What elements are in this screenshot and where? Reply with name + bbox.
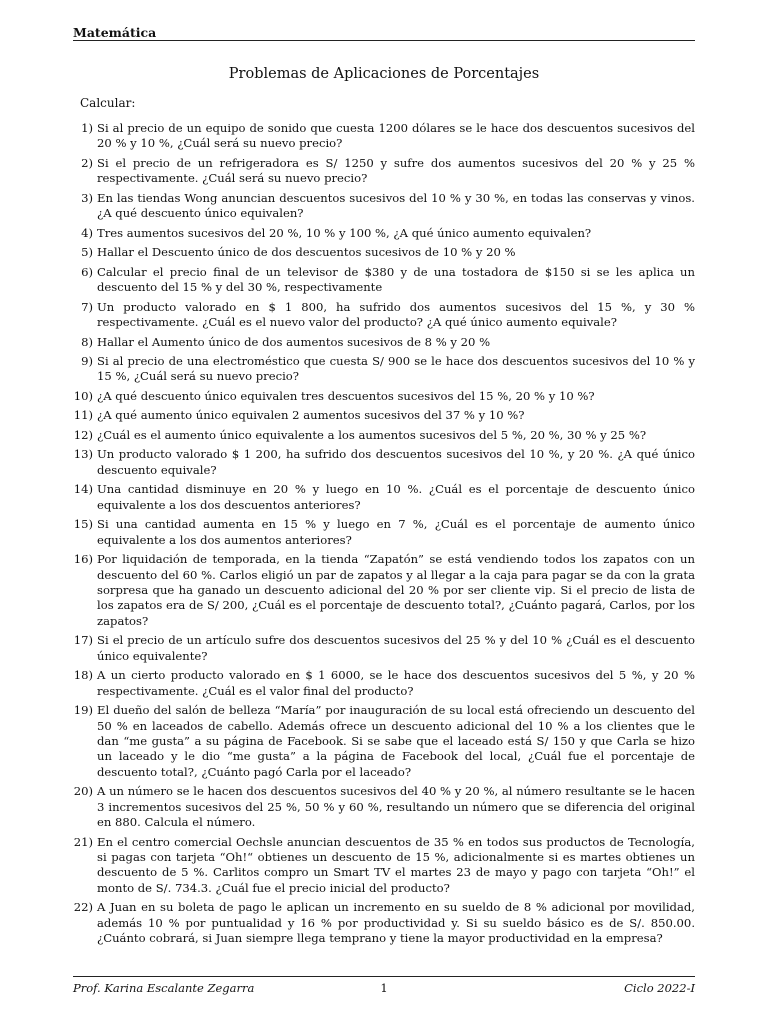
problem-number: 9)	[81, 354, 93, 369]
problem-number: 20)	[73, 784, 93, 799]
problem-item	[73, 900, 695, 946]
problem-item	[73, 300, 695, 331]
page-footer	[73, 976, 695, 997]
problem-text: Un producto valorado en $ 1 800, ha sufrido dos aumentos sucesivos del 15 %, y 30 % respectivamente. ¿Cuál es el nuevo valor del producto? ¿A qué único aumento equivale?	[97, 299, 695, 330]
author-name: Prof. Karina Escalante Zegarra	[73, 981, 255, 995]
page-header	[73, 22, 695, 41]
problem-number: 8)	[81, 334, 93, 349]
problem-item	[73, 408, 695, 423]
problem-text: Si una cantidad aumenta en 15 % y luego en 7 %, ¿Cuál es el porcentaje de aumento único equivalente a los dos aumentos anteriores?	[97, 517, 695, 547]
problem-text: En el centro comercial Oechsle anuncian descuentos de 35 % en todos sus productos de Tecnología, si pagas con tarjeta “Oh!“ obtienes un descuento de 15 %, adicionalmente si es martes obtienes un descuento de 5 %. Carlitos compro un Smart TV el martes 23 de mayo y pago con tarjeta “Oh!” el monto de S/. 734.3. ¿Cuál fue el precio inicial del producto?	[97, 834, 695, 895]
problem-number: 1)	[81, 121, 93, 135]
problem-item	[73, 517, 695, 548]
intro-text: Calcular:	[80, 96, 136, 110]
problem-item	[73, 191, 695, 222]
problem-item	[73, 552, 695, 629]
problem-text: Una cantidad disminuye en 20 % y luego en 10 %. ¿Cuál es el porcentaje de descuento único equivalente a los dos descuentos anteriores?	[97, 482, 695, 512]
page-number: 1	[380, 981, 388, 995]
problem-number: 7)	[81, 299, 93, 314]
problem-number: 13)	[73, 447, 93, 462]
problem-text: El dueño del salón de belleza “María” por inauguración de su local está ofreciendo un descuento del 50 % en laceados de cabello. Además ofrece un descuento adicional del 10 % a los clientes que le dan “me gusta” a su página de Facebook. Si se sabe que el laceado está S/ 150 y que Carla se hizo un laceado y le dio “me gusta” a la página de Facebook del local, ¿Cuál fue el porcentaje de descuento total?, ¿Cuánto pagó Carla por el laceado?	[97, 703, 695, 779]
problem-number: 11)	[73, 408, 93, 423]
problem-number: 2)	[81, 155, 93, 170]
problem-item	[73, 428, 695, 443]
problem-text: En las tiendas Wong anuncian descuentos sucesivos del 10 % y 30 %, en todas las conservas y vinos. ¿A qué descuento único equivalen?	[97, 190, 695, 221]
problem-number: 12)	[73, 427, 93, 442]
problem-item	[73, 265, 695, 296]
problem-number: 22)	[73, 900, 93, 915]
problem-text: Si el precio de un artículo sufre dos descuentos sucesivos del 25 % y del 10 % ¿Cuál es el descuento único equivalente?	[97, 633, 695, 663]
problem-text: A un número se le hacen dos descuentos sucesivos del 40 % y 20 %, al número resultante se le hacen 3 incrementos sucesivos del 25 %, 50 % y 60 %, resultando un número que se diferencia del original en 880. Calcula el número.	[97, 784, 695, 830]
problem-item	[73, 121, 695, 152]
problem-item	[73, 668, 695, 699]
problem-item	[73, 447, 695, 478]
problem-text: A un cierto producto valorado en $ 1 6000, se le hace dos descuentos sucesivos del 5 %, y 20 % respectivamente. ¿Cuál es el valor final del producto?	[97, 668, 695, 698]
problem-text: A Juan en su boleta de pago le aplican un incremento en su sueldo de 8 % adicional por movilidad, además 10 % por puntualidad y 16 % por productividad y. Si su sueldo básico es de S/. 850.00. ¿Cuánto cobrará, si Juan siempre llega temprano y tiene la mayor productividad en la empresa?	[97, 900, 695, 946]
problem-text: Si al precio de un equipo de sonido que cuesta 1200 dólares se le hace dos descuentos sucesivos del 20 % y 10 %, ¿Cuál será su nuevo precio?	[97, 121, 695, 151]
problem-item	[73, 354, 695, 385]
problem-item	[73, 482, 695, 513]
problem-number: 18)	[73, 668, 93, 683]
problem-text: Tres aumentos sucesivos del 20 %, 10 % y 100 %, ¿A qué único aumento equivalen?	[97, 225, 592, 240]
problem-text: Si al precio de una electroméstico que cuesta S/ 900 se le hace dos descuentos sucesivos del 10 % y 15 %, ¿Cuál será su nuevo precio?	[97, 354, 695, 384]
problem-text: Un producto valorado $ 1 200, ha sufrido dos descuentos sucesivos del 10 %, y 20 %. ¿A qué único descuento equivale?	[97, 447, 695, 477]
problem-text: ¿Cuál es el aumento único equivalente a los aumentos sucesivos del 5 %, 20 %, 30 % y 25 %?	[97, 427, 647, 442]
problem-text: Por liquidación de temporada, en la tienda “Zapatón” se está vendiendo todos los zapatos con un descuento del 60 %. Carlos eligió un par de zapatos y al llegar a la caja para pagar se da con la grata sorpresa que ha ganado un descuento adicional del 20 % por ser cliente vip. Si el precio de lista de los zapatos era de S/ 200, ¿Cuál es el porcentaje de descuento total?, ¿Cuánto pagará, Carlos, por los zapatos?	[97, 552, 695, 628]
problem-text: Calcular el precio final de un televisor de $380 y de una tostadora de $150 si se les aplica un descuento del 15 % y del 30 %, respectivamente	[97, 264, 695, 295]
problem-text: Hallar el Aumento único de dos aumentos sucesivos de 8 % y 20 %	[97, 334, 491, 349]
problem-item	[73, 784, 695, 830]
problem-number: 5)	[81, 245, 93, 260]
problem-item	[73, 156, 695, 187]
problem-number: 10)	[73, 388, 93, 403]
problem-list	[73, 121, 695, 951]
problem-number: 17)	[73, 633, 93, 648]
problem-item	[73, 703, 695, 780]
problem-number: 21)	[73, 834, 93, 849]
problem-text: ¿A qué aumento único equivalen 2 aumentos sucesivos del 37 % y 10 %?	[97, 408, 525, 423]
problem-number: 16)	[73, 552, 93, 567]
problem-text: Hallar el Descuento único de dos descuentos sucesivos de 10 % y 20 %	[97, 245, 516, 260]
problem-text: Si el precio de un refrigeradora es S/ 1250 y sufre dos aumentos sucesivos del 20 % y 25 % respectivamente. ¿Cuál será su nuevo precio?	[97, 155, 695, 186]
problem-item	[73, 633, 695, 664]
problem-item	[73, 335, 695, 350]
problem-number: 14)	[73, 482, 93, 497]
problem-number: 4)	[81, 225, 93, 240]
problem-text: ¿A qué descuento único equivalen tres descuentos sucesivos del 15 %, 20 % y 10 %?	[97, 388, 595, 403]
problem-item	[73, 245, 695, 260]
problem-number: 6)	[81, 264, 93, 279]
cycle-label: Ciclo 2022-I	[624, 981, 695, 995]
problem-item	[73, 835, 695, 897]
document-title: Problemas de Aplicaciones de Porcentajes	[228, 66, 540, 82]
problem-item	[73, 226, 695, 241]
problem-number: 19)	[73, 703, 93, 718]
subject-label: Matemática	[73, 25, 157, 40]
problem-number: 3)	[81, 190, 93, 205]
problem-item	[73, 389, 695, 404]
problem-number: 15)	[73, 517, 93, 532]
